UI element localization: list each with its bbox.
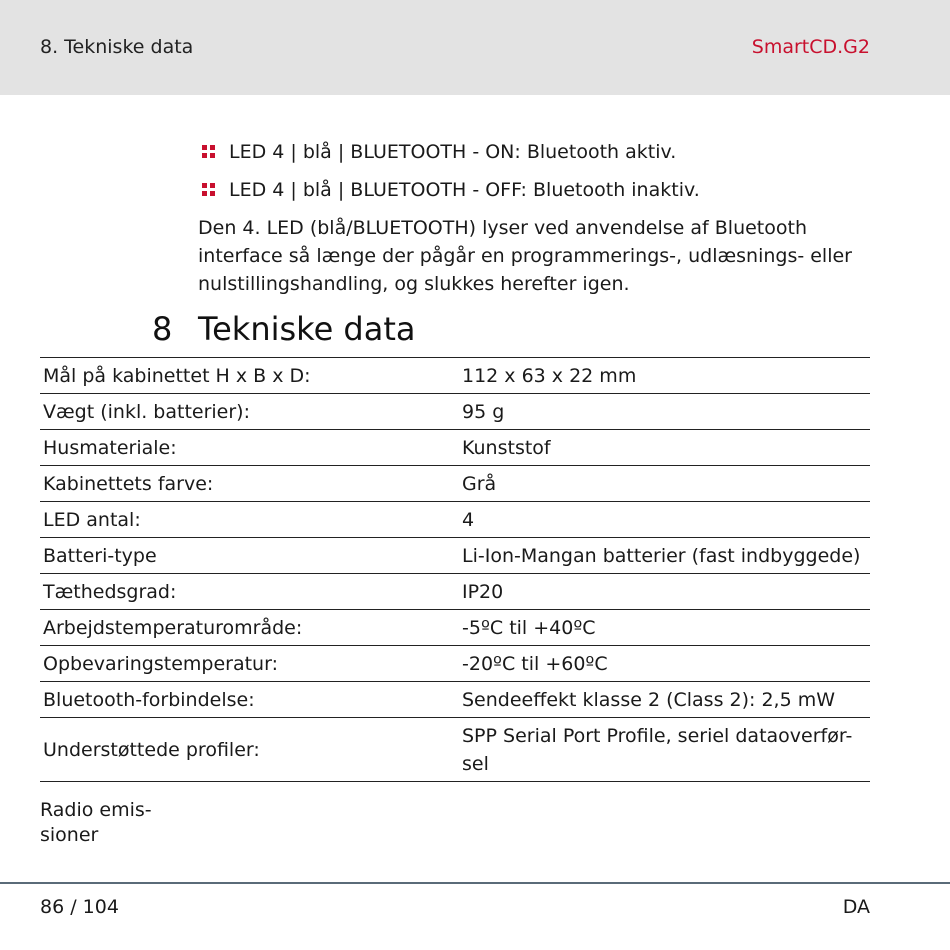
- table-row: [40, 718, 870, 782]
- language-code: DA: [842, 896, 870, 918]
- page-number: 86 / 104: [40, 896, 119, 918]
- spec-table: [40, 357, 870, 782]
- header-product-name: SmartCD.G2: [751, 36, 870, 58]
- spec-value: Kunststof: [459, 430, 870, 466]
- spec-value: 4: [459, 502, 870, 538]
- table-row: [40, 646, 870, 682]
- spec-value: Sendeeffekt klasse 2 (Class 2): 2,5 mW: [459, 682, 870, 718]
- spec-key: Vægt (inkl. batterier):: [40, 394, 459, 430]
- spec-key: Bluetooth-forbindelse:: [40, 682, 459, 718]
- section-title: Tekniske data: [198, 310, 416, 348]
- table-row: [40, 394, 870, 430]
- bullet-text: LED 4 | blå | BLUETOOTH - ON: Bluetooth aktiv.: [229, 141, 677, 163]
- spec-value: Grå: [459, 466, 870, 502]
- spec-key: Kabinettets farve:: [40, 466, 459, 502]
- section-number: 8: [152, 310, 173, 348]
- page-header: [0, 0, 950, 95]
- spec-key: Understøttede profiler:: [40, 718, 459, 782]
- list-item: [198, 178, 878, 202]
- header-section-title: 8. Tekniske data: [40, 36, 194, 58]
- spec-key: Opbevaringstemperatur:: [40, 646, 459, 682]
- spec-value: Li-Ion-Mangan batterier (fast indbyggede): [459, 538, 870, 574]
- table-row: [40, 502, 870, 538]
- bullet-square-icon: [202, 183, 216, 197]
- table-row: [40, 682, 870, 718]
- table-row: [40, 430, 870, 466]
- body-paragraph: Den 4. LED (blå/BLUETOOTH) lyser ved anvendelse af Bluetooth interface så længe der pågår en programmerings-, udlæsnings- eller nulstillingshandling, og slukkes herefter igen.: [198, 217, 852, 295]
- list-item: [198, 140, 878, 164]
- spec-key: LED antal:: [40, 502, 459, 538]
- spec-value: -20ºC til +60ºC: [459, 646, 870, 682]
- spec-key: Tæthedsgrad:: [40, 574, 459, 610]
- table-row: [40, 574, 870, 610]
- table-row: [40, 466, 870, 502]
- bullet-text: LED 4 | blå | BLUETOOTH - OFF: Bluetooth inaktiv.: [229, 179, 700, 201]
- table-row: [40, 358, 870, 394]
- spec-key: Mål på kabinettet H x B x D:: [40, 358, 459, 394]
- bullet-list: [198, 140, 878, 216]
- spec-value: -5ºC til +40ºC: [459, 610, 870, 646]
- footer-divider: [0, 882, 950, 884]
- radio-emissions-label: Radio emis- sioner: [40, 799, 152, 846]
- spec-key: Husmateriale:: [40, 430, 459, 466]
- bullet-square-icon: [202, 145, 216, 159]
- spec-value: SPP Serial Port Profile, seriel dataoverfør- sel: [459, 718, 870, 782]
- spec-value: 112 x 63 x 22 mm: [459, 358, 870, 394]
- table-row: [40, 538, 870, 574]
- spec-value: IP20: [459, 574, 870, 610]
- spec-value: 95 g: [459, 394, 870, 430]
- spec-key: Batteri-type: [40, 538, 459, 574]
- spec-key: Arbejdstemperaturområde:: [40, 610, 459, 646]
- table-row: [40, 610, 870, 646]
